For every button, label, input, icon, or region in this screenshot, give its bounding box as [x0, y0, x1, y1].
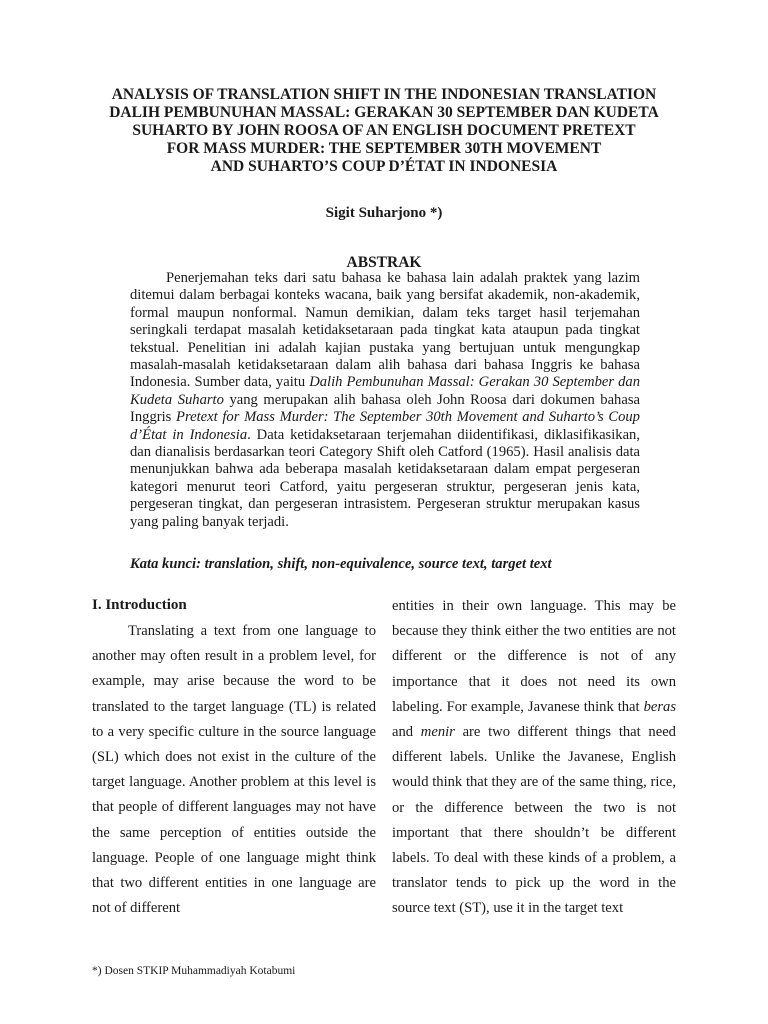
body-column-right: [392, 594, 676, 922]
body-text-part: are two different things that need different labels. Unlike the Javanese, English would think that they are of the same thing, rice, or the difference between the two is not important that there shouldn’t be different labels. To deal with these kinds of a problem, a translator tends to pick up the word in the source text (ST), use it in the target text: [392, 724, 676, 917]
footnote: *) Dosen STKIP Muhammadiyah Kotabumi: [92, 965, 296, 977]
title-line: SUHARTO BY JOHN ROOSA OF AN ENGLISH DOCUMENT PRETEXT: [132, 122, 636, 139]
body-text-part: entities in their own language. This may be because they think either the two entities are not different or the difference is not of any importance that it does not need its own labeling. For example, Javanese think that: [392, 598, 676, 715]
body-text-part: and: [392, 724, 421, 741]
section-heading-introduction: I. Introduction: [92, 597, 187, 613]
author-name: Sigit Suharjono *): [325, 205, 443, 221]
abstract-italic-title-id: Dalih Pembunuhan Massal: Gerakan 30 September dan Kudeta Suharto: [130, 374, 641, 408]
abstract-text-part: yang merupakan alih bahasa oleh John Roosa dari dokumen bahasa Inggris: [130, 391, 640, 426]
title-line: FOR MASS MURDER: THE SEPTEMBER 30TH MOVEMENT: [166, 140, 602, 157]
keywords: Kata kunci: translation, shift, non-equivalence, source text, target text: [130, 556, 552, 572]
title-line: ANALYSIS OF TRANSLATION SHIFT IN THE INDONESIAN TRANSLATION: [111, 86, 657, 103]
term-menir: menir: [420, 724, 455, 741]
term-beras: beras: [643, 698, 676, 715]
body-column-left: Translating a text from one language to another may often result in a problem level, for example, may arise because the word to be translated to the target language (TL) is related to a very specific culture in the source language (SL) which does not exist in the culture of the target language. Another problem at this level is that people of different languages may not have the same perception of entities outside the language. People of one language might think that two different entities in one language are not of different: [92, 623, 376, 917]
abstract-italic-title-en: Pretext for Mass Murder: The September 30th Movement and Suharto’s Coup d’État in Indonesia: [130, 409, 640, 443]
title-line: DALIH PEMBUNUHAN MASSAL: GERAKAN 30 SEPTEMBER DAN KUDETA: [109, 104, 659, 121]
abstract-text-part: . Data ketidaksetaraan terjemahan diidentifikasi, diklasifikasikan, dan dianalisis berdasarkan teori Category Shift oleh Catford (1965). Hasil analisis data menunjukkan bahwa ada beberapa masalah ketidaksetaraan dalam empat pergeseran kategori menurut teori Catford, yaitu pergeseran struktur, pergeseran jenis kata, pergeseran tingkat, dan pergeseran intrasistem. Pergeseran struktur merupakan kasus yang paling banyak terjadi.: [130, 426, 640, 530]
abstract-heading: ABSTRAK: [346, 254, 422, 271]
abstract-text-part: Penerjemahan teks dari satu bahasa ke bahasa lain adalah praktek yang lazim ditemui dalam berbagai konteks wacana, baik yang bersifat akademik, non-akademik, formal maupun nonformal. Namun demikian, dalam teks target hasil terjemahan seringkali terdapat masalah ketidaksetaraan pada tingkat kata ataupun pada tingkat tekstual. Penelitian ini adalah kajian pustaka yang bertujuan untuk mengungkap masalah-masalah ketidaksetaraan dalam alih bahasa dari bahasa Inggris ke bahasa Indonesia. Sumber data, yaitu: [130, 270, 640, 391]
paper-title: [70, 86, 698, 176]
abstract-text: [130, 270, 640, 531]
title-line: AND SUHARTO’S COUP D’ÉTAT IN INDONESIA: [210, 158, 558, 175]
